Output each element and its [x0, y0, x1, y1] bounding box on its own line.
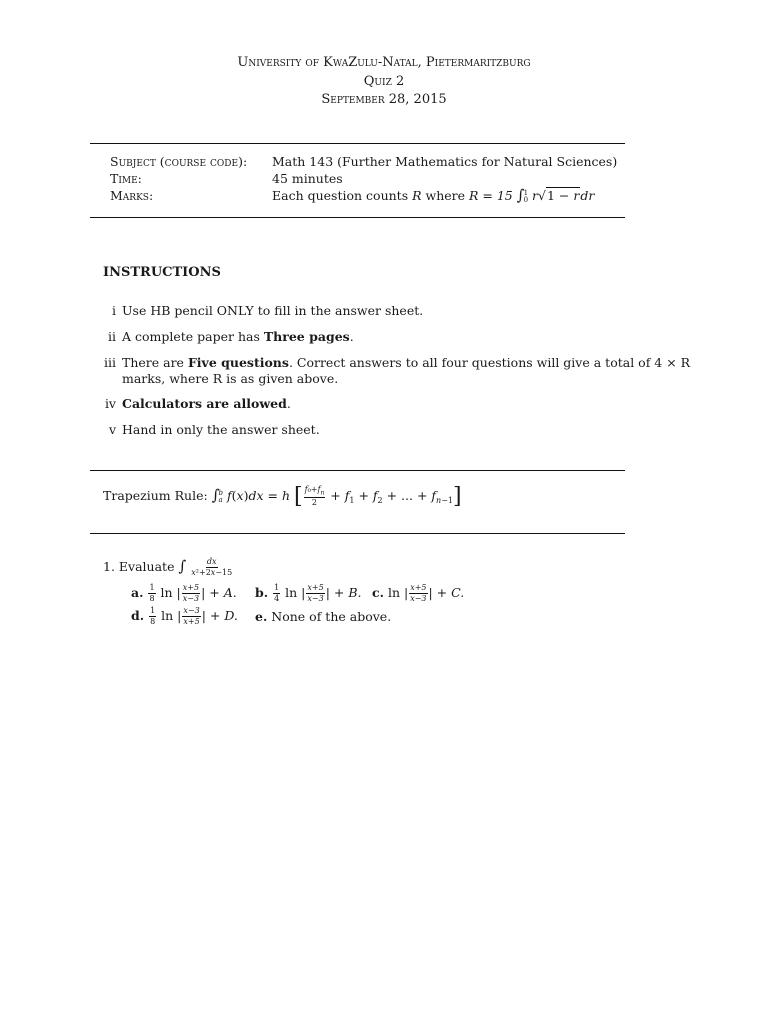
instruction-num-2: ii — [108, 329, 116, 344]
subject-value: Math 143 (Further Mathematics for Natural Sciences) — [272, 154, 618, 169]
instruction-text-4: Calculators are allowed. — [122, 396, 291, 411]
trapezium-formula: ∫ b a f(x)dx = h [ $\frac{f_0+f_n}{2}$ + $f_1 + f_2$ + ... + $f_{n-1}$] — [211, 484, 462, 509]
instruction-num-4: iv — [104, 396, 116, 411]
quiz-date: September 28, 2015 — [321, 92, 447, 107]
instructions-heading: INSTRUCTIONS — [103, 265, 221, 280]
instruction-text-3: There are Five questions. Correct answers to all four questions will give a total of 4 × R — [122, 355, 691, 370]
marks-integral: ∫ 1 0 r√1 − rdr — [516, 186, 595, 204]
instruction-num-1: i — [112, 303, 116, 318]
time-label: Time: — [110, 171, 142, 186]
marks-text: Each question counts — [272, 188, 409, 203]
quiz-title: Quiz 2 — [363, 74, 405, 89]
trapezium-label: Trapezium Rule: — [103, 488, 208, 503]
instruction-text-2: A complete paper has Three pages. — [122, 329, 354, 344]
trapezium-top-rule — [90, 470, 625, 471]
option-b: b. $\frac{1}{4}$ ln | $\frac{x+5}{x-3}$ | + B. — [255, 583, 362, 603]
subject-label: Subject (course code): — [110, 154, 248, 169]
marks-eq: R = 15 — [469, 188, 513, 203]
university-title: University of KwaZulu-Natal, Pietermaritzburg — [237, 55, 531, 70]
option-e: e. None of the above. — [255, 609, 392, 624]
marks-where: where — [425, 188, 466, 203]
instruction-num-3: iii — [104, 355, 116, 370]
option-d: d. $\frac{1}{8}$ ln | $\frac{x-3}{x+5}$ | + D. — [131, 606, 238, 626]
instruction-text-1: Use HB pencil ONLY to fill in the answer sheet. — [122, 303, 424, 318]
question-number: 1. — [103, 559, 115, 574]
question-1 — [103, 557, 233, 577]
option-c: c. ln | $\frac{x+5}{x-3}$ | + C. — [372, 583, 465, 603]
trapezium-bottom-rule — [90, 533, 625, 534]
question-prompt: Evaluate — [118, 559, 175, 574]
info-rule — [90, 217, 625, 218]
marks-label: Marks: — [110, 188, 154, 203]
trapezium-rule — [103, 484, 462, 509]
instruction-text-3-line2: marks, where R is as given above. — [122, 371, 339, 386]
instruction-text-5: Hand in only the answer sheet. — [122, 422, 320, 437]
marks-var: R — [412, 188, 422, 203]
question-integral: ∫ $\frac{dx}{\text{x²+2x−15}}$ — [178, 557, 233, 577]
time-value: 45 minutes — [272, 171, 343, 186]
marks-value — [272, 186, 594, 204]
instruction-num-5: v — [108, 422, 116, 437]
option-a: a. $\frac{1}{8}$ ln | $\frac{x+5}{x-3}$ | + A. — [131, 583, 237, 603]
top-rule — [90, 143, 625, 144]
